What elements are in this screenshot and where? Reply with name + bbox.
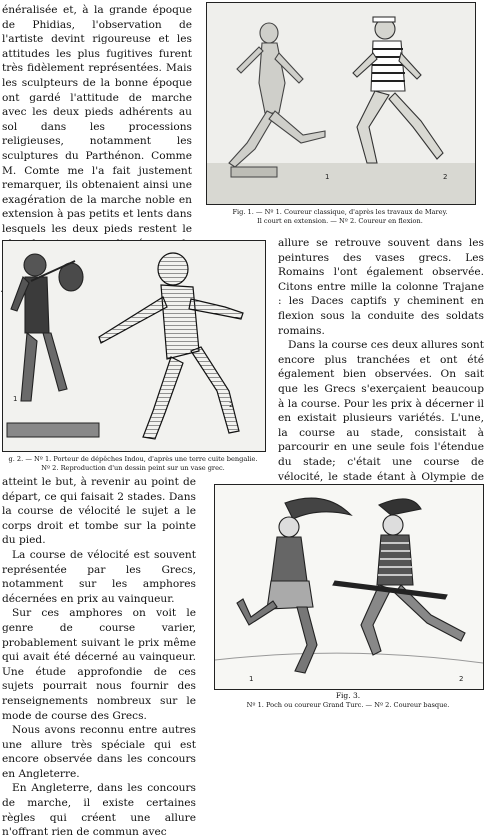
paragraph: atteint le but, à revenir au point de départ, ce qui faisait 2 stades. Dans la course de vélocité le sujet a le corps droit et tombe sur la pointe du pied. [2,476,196,547]
paragraph: Sur ces amphores on voit le genre de course varier, probablement suivant le prix même qui avait été décerné au vainqueur. Une étude approfondie de ces sujets pourrait nous fournir des renseignements nombreux sur le mode de course des Grecs. [2,607,196,722]
figure-3-title: Fig. 3. [335,691,361,700]
paragraph: Dans la course ces deux allures sont encore plus tranchées et ont été également bien observées. On sait que les Grecs s'exerçaient beaucoup à la course. Pour les prix à décerner il en existait plusieurs variétés. L'une, la course au stade, consistait à parcourir en une seule fois l'étendue du stade; c'était une course de vélocité, le stade étant à Olympie de [278,339,484,483]
figure-2-label-2: 2 [229,401,234,409]
figure-2-caption-line2: Nº 2. Reproduction d'un dessin peint sur un vase grec. [41,463,225,472]
figure-2-caption-line1: g. 2. — Nº 1. Porteur de dépêches Indou, d'après une terre cuite bengalie. [8,455,258,463]
figure-1-label-1: 1 [325,173,330,181]
paragraph: énéralisée et, à la grande époque de Phidias, l'observation de l'artiste devint rigoureuse et les attitudes les plus fugitives furent très fidèlement représentées. Mais les sculpteurs de la bonne époque ont gardé l'attitude de marche avec les deux pieds adhérents au sol dans les processions religieuses, notamment les sculptures du Parthénon. Comme M. Comte me l'a fait justement remarquer, ils obtenaient ainsi une exagération de la marche noble en extension à pas petits et lents dans lesquels les deux pieds restent le [2,4,192,235]
paragraph: En Angleterre, dans les concours de marche, il existe certaines règles qui créent une allure n'offrant rien de commun avec [2,782,196,839]
paragraph: allure se retrouve souvent dans les peintures des vases grecs. Les Romains l'ont également observée. Citons entre mille la colonne Trajane : les Daces captifs y cheminent en flexion sous la conduite des soldats romains. [278,237,484,337]
figure-3-caption-line1: Nº 1. Poch ou coureur Grand Turc. — Nº 2. Coureur basque. [246,700,450,709]
paragraph: La course de vélocité est souvent représentée par les Grecs, notamment sur les amphores décernées en prix au vainqueur. [2,548,196,605]
figure-3-label-2: 2 [459,675,464,683]
figure-2-caption [0,455,266,472]
figure-1-label-2: 2 [443,173,448,181]
figure-2-label-1: 1 [13,395,18,403]
figure-2-messenger-and-vase-runner [2,240,266,452]
paragraph: Nous avons reconnu entre autres une allure très spéciale qui est encore observée dans les concours en Angleterre. [2,724,196,780]
figure-3-costumed-runners [214,484,484,690]
figure-1-runners [206,2,476,205]
figure-1-caption [206,208,474,225]
figure-3-label-1: 1 [249,675,254,683]
figure-1-caption-line2: Il court en extension. — Nº 2. Coureur en flexion. [257,216,423,225]
figure-3-caption [214,692,482,709]
text-column-left-bottom [2,475,196,840]
figure-1-caption-line1: Fig. 1. — Nº 1. Coureur classique, d'après les travaux de Marey. [232,208,448,216]
